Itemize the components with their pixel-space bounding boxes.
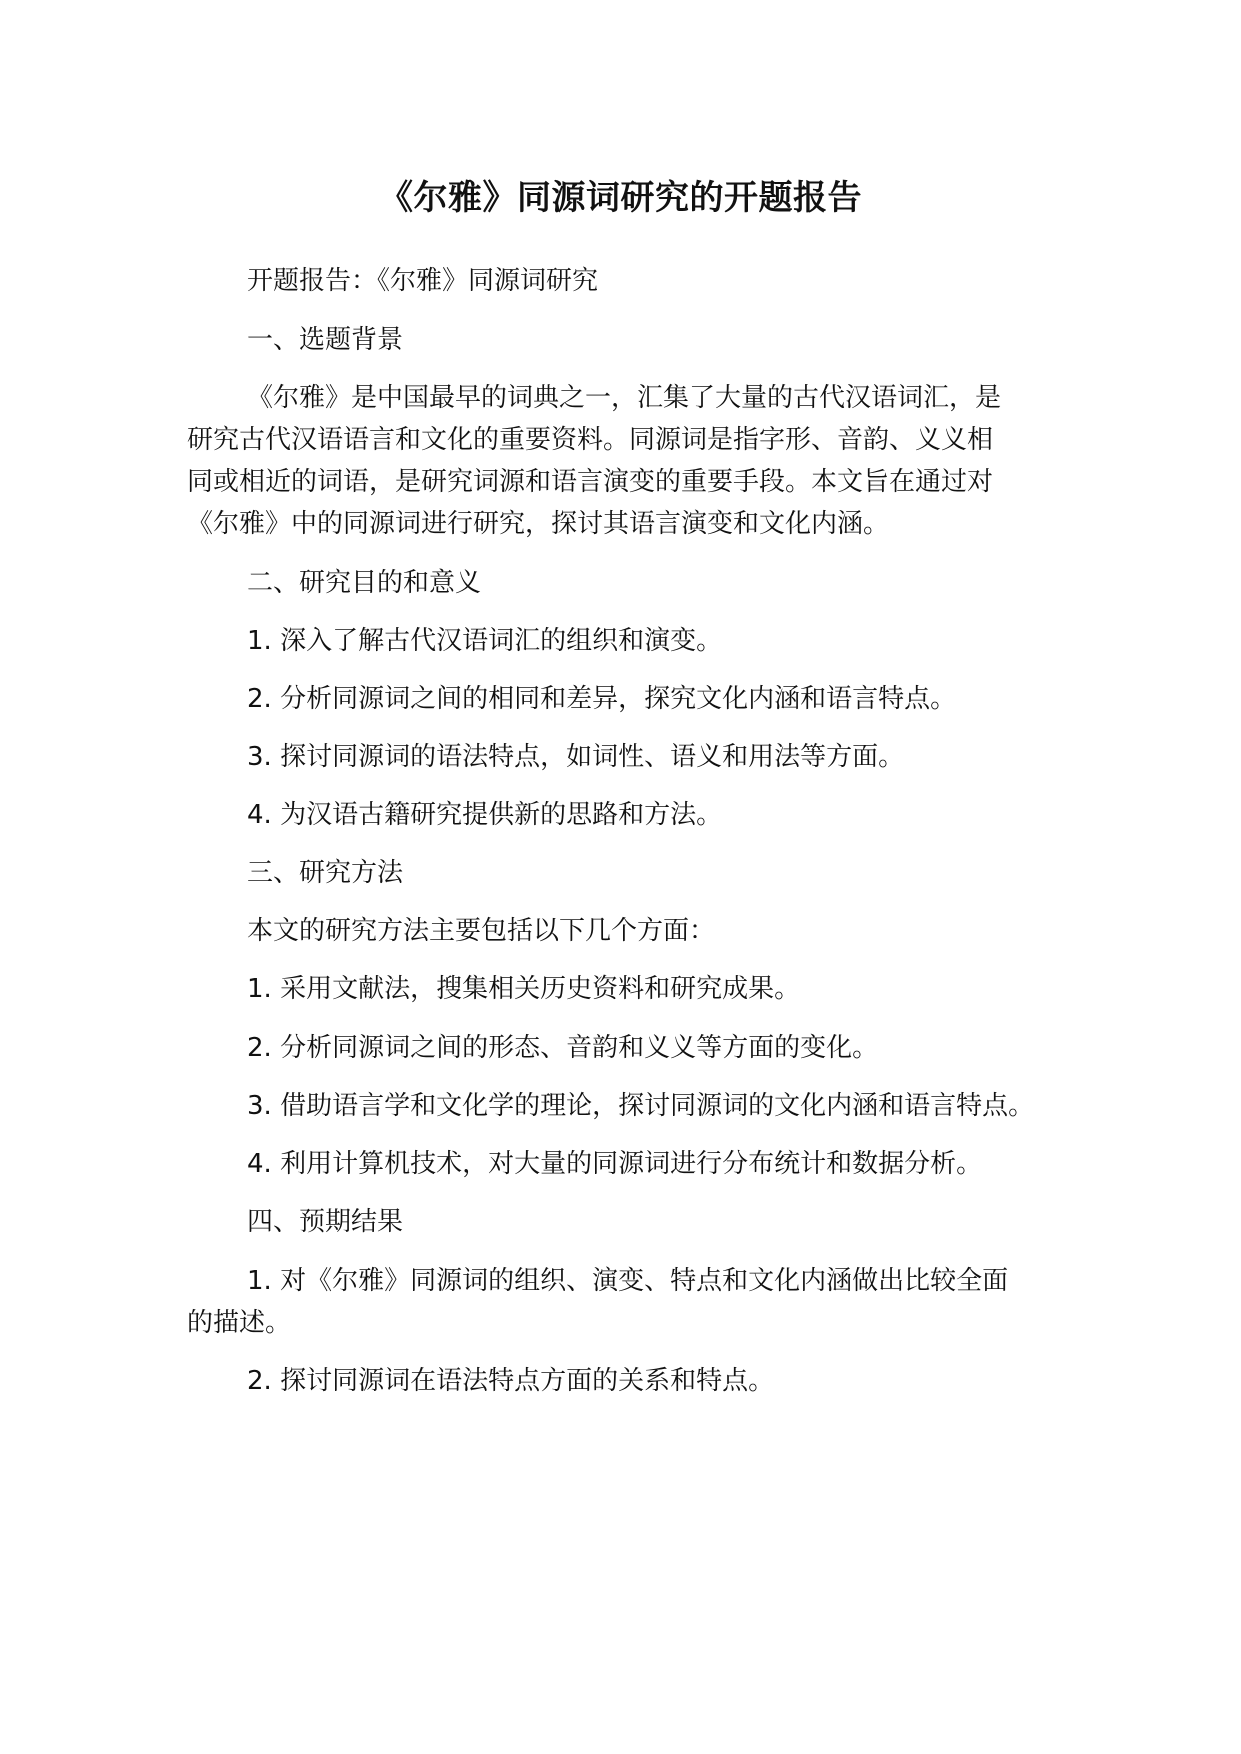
background-paragraph-line-3: 同或相近的词语，是研究词源和语言演变的重要手段。本文旨在通过对 [187, 467, 994, 497]
background-paragraph-line-4: 《尔雅》中的同源词进行研究，探讨其语言演变和文化内涵。 [187, 509, 890, 539]
purpose-item-3: 3. 探讨同源词的语法特点，如词性、语义和用法等方面。 [247, 742, 905, 772]
purpose-item-4: 4. 为汉语古籍研究提供新的思路和方法。 [247, 800, 723, 830]
results-item-1-line-1: 1. 对《尔雅》同源词的组织、演变、特点和文化内涵做出比较全面 [247, 1266, 1009, 1296]
purpose-item-2: 2. 分析同源词之间的相同和差异，探究文化内涵和语言特点。 [247, 684, 957, 714]
results-item-2: 2. 探讨同源词在语法特点方面的关系和特点。 [247, 1366, 775, 1396]
methods-item-3: 3. 借助语言学和文化学的理论，探讨同源词的文化内涵和语言特点。 [247, 1091, 1035, 1121]
background-paragraph-line-2: 研究古代汉语语言和文化的重要资料。同源词是指字形、音韵、义义相 [187, 425, 994, 455]
methods-item-4: 4. 利用计算机技术，对大量的同源词进行分布统计和数据分析。 [247, 1149, 983, 1179]
report-heading: 开题报告：《尔雅》同源词研究 [247, 266, 599, 296]
background-paragraph-line-1: 《尔雅》是中国最早的词典之一，汇集了大量的古代汉语词汇，是 [247, 383, 1002, 413]
section-heading-methods: 三、研究方法 [247, 858, 404, 888]
document-title: 《尔雅》同源词研究的开题报告 [379, 178, 862, 218]
methods-intro: 本文的研究方法主要包括以下几个方面： [247, 916, 716, 946]
results-item-1-line-2: 的描述。 [187, 1308, 292, 1338]
methods-item-1: 1. 采用文献法，搜集相关历史资料和研究成果。 [247, 974, 801, 1004]
methods-item-2: 2. 分析同源词之间的形态、音韵和义义等方面的变化。 [247, 1033, 879, 1063]
purpose-item-1: 1. 深入了解古代汉语词汇的组织和演变。 [247, 626, 723, 656]
section-heading-expected-results: 四、预期结果 [247, 1207, 404, 1237]
section-heading-background: 一、选题背景 [247, 325, 404, 355]
section-heading-purpose: 二、研究目的和意义 [247, 568, 482, 598]
